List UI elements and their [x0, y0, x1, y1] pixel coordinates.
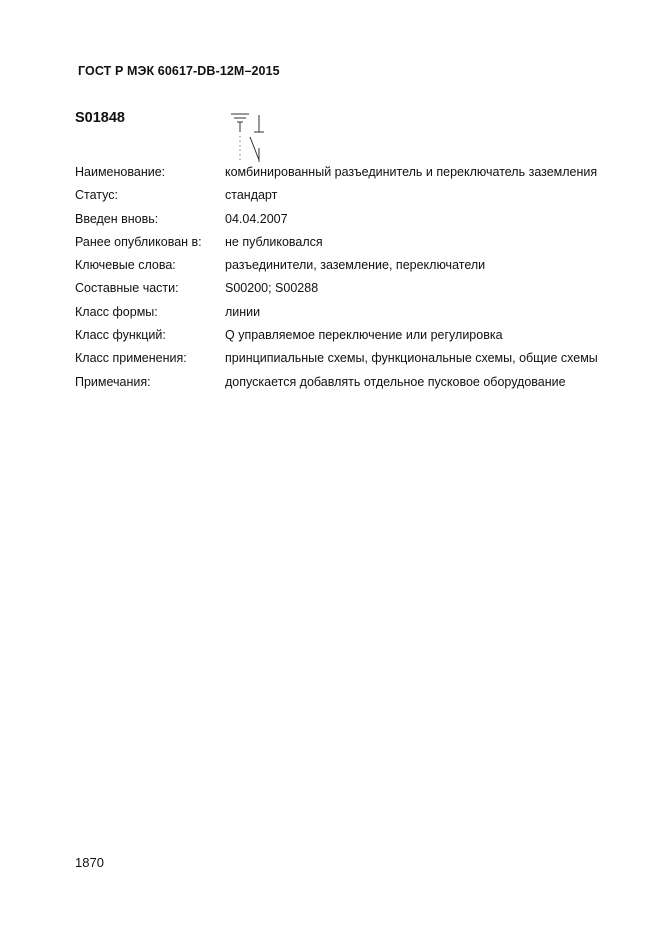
field-row-form-class — [75, 304, 645, 327]
field-value: разъединители, заземление, переключатели — [225, 258, 486, 273]
field-row-components — [75, 280, 645, 303]
field-label: Ранее опубликован в: — [75, 234, 202, 249]
field-value: допускается добавлять отдельное пусковое оборудование — [225, 374, 566, 389]
field-label: Класс функций: — [75, 328, 166, 343]
field-value: линии — [225, 304, 261, 319]
field-list — [75, 164, 645, 397]
field-label: Наименование: — [75, 165, 166, 179]
field-row-name — [75, 164, 645, 187]
field-row-function-class — [75, 327, 645, 350]
field-label: Статус: — [75, 188, 118, 203]
field-row-keywords — [75, 257, 645, 280]
field-label: Введен вновь: — [75, 211, 159, 226]
field-row-previously-published — [75, 234, 645, 257]
combined-disconnector-earthing-switch-symbol-icon — [226, 110, 270, 164]
field-label: Класс применения: — [75, 351, 187, 366]
field-row-status — [75, 187, 645, 210]
document-header: ГОСТ Р МЭК 60617-DB-12M–2015 — [78, 64, 280, 78]
field-value: стандарт — [225, 188, 278, 203]
field-row-notes — [75, 374, 645, 397]
field-value: принципиальные схемы, функциональные схемы, общие схемы — [225, 351, 598, 366]
field-value: S00200; S00288 — [225, 281, 319, 296]
field-row-introduced — [75, 211, 645, 234]
field-label: Ключевые слова: — [75, 258, 176, 273]
page-number: 1870 — [75, 855, 104, 870]
field-label: Примечания: — [75, 374, 151, 389]
field-row-application-class — [75, 350, 645, 373]
symbol-code: S01848 — [75, 110, 125, 126]
field-value: не публиковался — [225, 234, 323, 249]
field-value: Q управляемое переключение или регулировка — [225, 328, 503, 343]
field-value: 04.04.2007 — [225, 211, 288, 226]
field-label: Составные части: — [75, 281, 179, 296]
field-value: комбинированный разъединитель и переключатель заземления — [225, 165, 598, 179]
field-label: Класс формы: — [75, 304, 158, 319]
